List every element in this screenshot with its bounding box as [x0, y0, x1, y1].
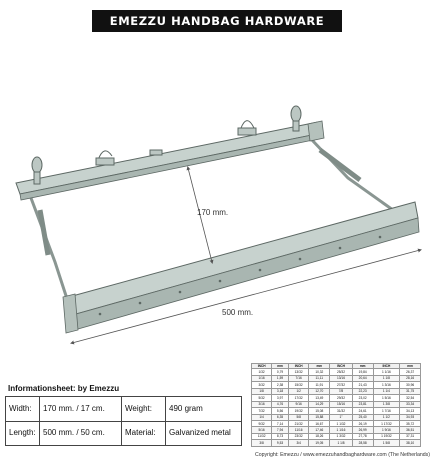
table-cell: 19,84	[352, 369, 373, 375]
table-cell: 30,96	[400, 382, 421, 388]
table-cell: 7/8	[330, 388, 353, 394]
table-cell: 0,79	[272, 369, 289, 375]
table-cell: 1 1/16	[373, 369, 400, 375]
table-cell: 1 7/16	[373, 408, 400, 414]
table-cell: 490 gram	[166, 397, 242, 422]
table-cell: 27,78	[352, 433, 373, 439]
table-cell: 1 5/16	[373, 395, 400, 401]
table-cell: 7,94	[272, 427, 289, 433]
table-cell: 7/16	[288, 375, 309, 381]
table-cell: 27/32	[330, 382, 353, 388]
table-cell: 1 1/32	[330, 421, 353, 427]
table-cell: 17,46	[309, 427, 330, 433]
column-header: INCH	[252, 364, 272, 369]
table-cell: 19/32	[288, 408, 309, 414]
table-cell: 21/32	[288, 421, 309, 427]
table-cell: 1 3/32	[330, 433, 353, 439]
table-cell: 34,93	[400, 414, 421, 420]
table-cell: Material:	[122, 421, 166, 446]
table-cell: 1 17/32	[373, 421, 400, 427]
column-header: mm	[400, 364, 421, 369]
table-cell: 8,73	[272, 433, 289, 439]
table-cell: 9/32	[252, 421, 272, 427]
table-cell: 33,34	[400, 401, 421, 407]
table-cell: 31/32	[330, 408, 353, 414]
table-cell: 35,72	[400, 421, 421, 427]
table-cell: 1/32	[252, 369, 272, 375]
table-cell: 23,81	[352, 401, 373, 407]
table-cell: 31,75	[400, 388, 421, 394]
table-cell: 15,88	[309, 414, 330, 420]
table-cell: 9,53	[272, 440, 289, 447]
table-cell: 1 1/8	[373, 375, 400, 381]
column-header: INCH	[330, 364, 353, 369]
table-cell: 1 9/16	[373, 427, 400, 433]
table-cell: 19,05	[309, 440, 330, 447]
table-cell: 1 1/2	[373, 414, 400, 420]
table-cell: 4,76	[272, 401, 289, 407]
table-cell: 32,54	[400, 395, 421, 401]
info-sheet-table	[5, 396, 242, 446]
table-cell: 5/16	[252, 427, 272, 433]
table-cell: 1 5/8	[373, 440, 400, 447]
table-cell: 3,97	[272, 395, 289, 401]
table-cell: 1 1/16	[330, 427, 353, 433]
table-cell: 1/8	[252, 388, 272, 394]
table-cell: 1/2	[288, 388, 309, 394]
table-row	[6, 397, 242, 422]
table-cell: 3/16	[252, 401, 272, 407]
table-cell: 500 mm. / 50 cm.	[40, 421, 122, 446]
table-cell: 14,29	[309, 401, 330, 407]
table-cell: 22,23	[352, 388, 373, 394]
table-cell: 28,16	[400, 375, 421, 381]
table-cell: 13/32	[288, 369, 309, 375]
table-cell: 18,26	[309, 433, 330, 439]
table-cell: Galvanized metal	[166, 421, 242, 446]
table-cell: 38,10	[400, 440, 421, 447]
info-sheet-title: Informationsheet: by Emezzu	[8, 384, 120, 393]
table-cell: 1/4	[252, 414, 272, 420]
table-cell: 11/32	[252, 433, 272, 439]
table-cell: 10,32	[309, 369, 330, 375]
table-cell: 11/16	[288, 427, 309, 433]
table-cell: 26,37	[400, 369, 421, 375]
copyright-footer: Copyright: Emezzu / www.emezzuhandbaghardware.com (The Netherlands)	[254, 452, 430, 458]
table-cell: 5/8	[288, 414, 309, 420]
table-cell: 1 3/16	[373, 382, 400, 388]
table-cell: 3/32	[252, 382, 272, 388]
table-cell: 1/16	[252, 375, 272, 381]
header-banner: EMEZZU HANDBAG HARDWARE	[92, 10, 342, 32]
table-cell: 7/32	[252, 408, 272, 414]
table-cell: 11,11	[309, 375, 330, 381]
table-cell: 26,99	[352, 427, 373, 433]
width-dimension-label: 170 mm.	[197, 208, 229, 217]
table-cell: 5/32	[252, 395, 272, 401]
table-cell: 25,40	[352, 414, 373, 420]
table-cell: 15,08	[309, 408, 330, 414]
inch-mm-conversion-table	[251, 363, 421, 447]
table-cell: Weight:	[122, 397, 166, 422]
table-cell: 1 1/4	[373, 388, 400, 394]
frame-illustration	[16, 106, 420, 343]
table-cell: 23/32	[288, 433, 309, 439]
table-cell: Width:	[6, 397, 40, 422]
table-cell: 37,31	[400, 433, 421, 439]
table-cell: 36,51	[400, 427, 421, 433]
table-cell: 13/16	[330, 375, 353, 381]
table-cell: 1"	[330, 414, 353, 420]
table-cell: 28,58	[352, 440, 373, 447]
table-row	[252, 440, 421, 447]
column-header: mm	[352, 364, 373, 369]
table-cell: 3/8	[252, 440, 272, 447]
table-cell: 5,56	[272, 408, 289, 414]
table-row	[6, 421, 242, 446]
table-cell: 1,59	[272, 375, 289, 381]
table-cell: 34,13	[400, 408, 421, 414]
table-cell: 2,38	[272, 382, 289, 388]
table-cell: 1 3/8	[373, 401, 400, 407]
table-cell: Length:	[6, 421, 40, 446]
column-header: mm	[272, 364, 289, 369]
table-cell: 15/32	[288, 382, 309, 388]
table-cell: 23,02	[352, 395, 373, 401]
column-header: INCH	[373, 364, 400, 369]
table-cell: 13,49	[309, 395, 330, 401]
product-image	[0, 95, 433, 360]
table-cell: 25/32	[330, 369, 353, 375]
table-cell: 16,67	[309, 421, 330, 427]
length-dimension-label: 500 mm.	[222, 308, 254, 317]
table-cell: 29/32	[330, 395, 353, 401]
table-cell: 17/32	[288, 395, 309, 401]
table-cell: 7,14	[272, 421, 289, 427]
table-cell: 20,64	[352, 375, 373, 381]
table-cell: 11,91	[309, 382, 330, 388]
table-cell: 9/16	[288, 401, 309, 407]
table-cell: 170 mm. / 17 cm.	[40, 397, 122, 422]
table-cell: 12,70	[309, 388, 330, 394]
table-cell: 3,18	[272, 388, 289, 394]
column-header: INCH	[288, 364, 309, 369]
column-header: mm	[309, 364, 330, 369]
table-cell: 21,43	[352, 382, 373, 388]
table-cell: 1 1/8	[330, 440, 353, 447]
table-cell: 1 19/32	[373, 433, 400, 439]
table-cell: 15/16	[330, 401, 353, 407]
table-cell: 6,35	[272, 414, 289, 420]
table-cell: 3/4	[288, 440, 309, 447]
table-cell: 26,19	[352, 421, 373, 427]
table-cell: 24,61	[352, 408, 373, 414]
